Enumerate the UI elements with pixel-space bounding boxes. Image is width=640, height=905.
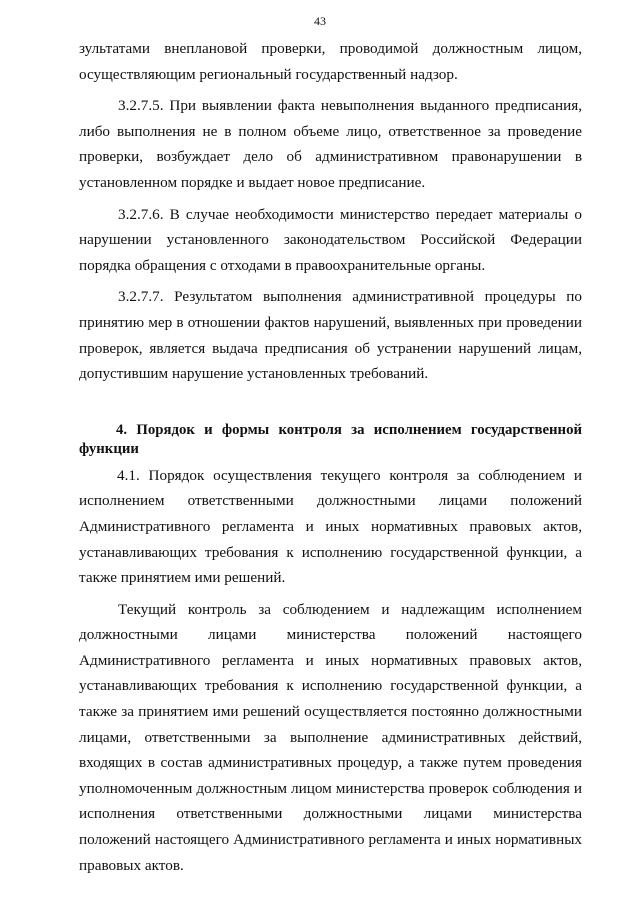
paragraph-4-1: 4.1. Порядок осуществления текущего контроля за соблюдением и исполнением ответственными должностными лицами положений Административного регламента и иных нормативных правовых актов, устанавливающих требования к исполнению государственной функции, а также принятием ими решений. — [79, 466, 582, 587]
document-body — [79, 36, 582, 878]
paragraph-continuation: зультатами внеплановой проверки, проводимой должностным лицом, осуществляющим региональный государственный надзор. — [79, 40, 582, 83]
section-4 — [79, 421, 582, 879]
paragraph-current-control: Текущий контроль за соблюдением и надлежащим исполнением должностными лицами министерства положений настоящего Административного регламента и иных нормативных правовых актов, устанавливающих требования к исполнению государственной функции, а также за принятием ими решений осуществляется постоянно должностными лицами, ответственными за выполнение административных действий, входящих в состав административных процедур, а также путем проведения уполномоченным должностным лицом министерства проверок соблюдения и исполнения ответственными должностными лицами министерства положений настоящего Административного регламента и иных нормативных правовых актов. — [79, 600, 582, 874]
paragraph-3-2-7-6: 3.2.7.6. В случае необходимости министерство передает материалы о нарушении установленного законодательством Российской Федерации порядка обращения с отходами в правоохранительные органы. — [79, 205, 582, 274]
paragraph-3-2-7-5: 3.2.7.5. При выявлении факта невыполнения выданного предписания, либо выполнения не в полном объеме лицо, ответственное за проведение проверки, возбуждает дело об административном правонарушении в установленном порядке и выдает новое предписание. — [79, 97, 582, 191]
page-number: 43 — [314, 14, 326, 28]
paragraph-3-2-7-7: 3.2.7.7. Результатом выполнения административной процедуры по принятию мер в отношении фактов нарушений, выявленных при проведении проверок, является выдача предписания об устранении нарушений лицам, допустившим нарушение установленных требований. — [79, 288, 582, 383]
section-heading: 4. Порядок и формы контроля за исполнением государственной функции — [79, 421, 582, 457]
